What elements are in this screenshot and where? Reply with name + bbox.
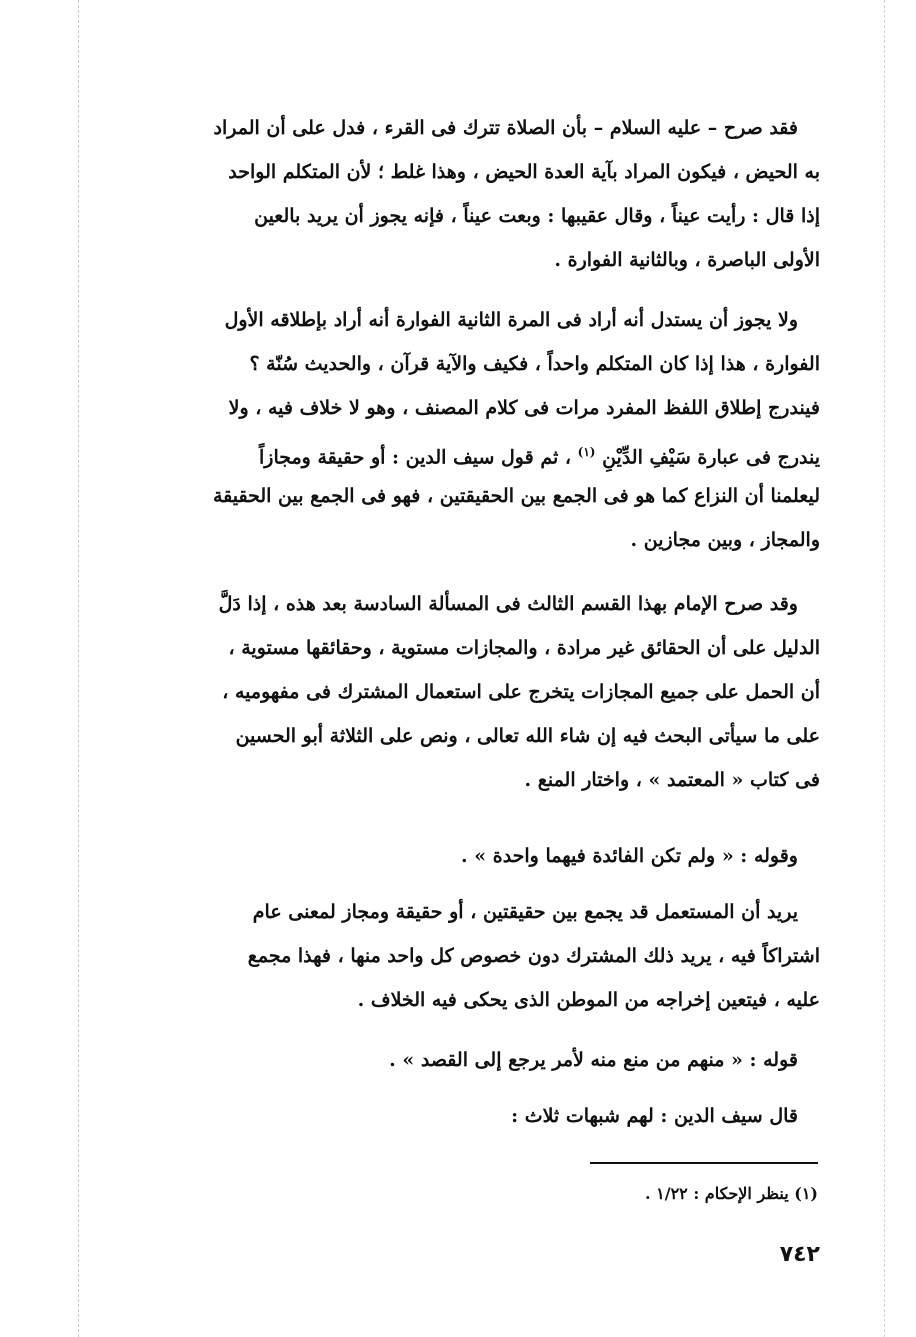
footnote-reference: (١)	[577, 445, 596, 459]
text-line: يريد أن المستعمل قد يجمع بين حقيقتين ، أو حقيقة ومجاز لمعنى عام	[252, 901, 798, 923]
paragraph-4	[100, 834, 820, 878]
text-line: فقد صرح – عليه السلام – بأن الصلاة تترك فى القرء ، فدل على أن المراد	[213, 117, 798, 139]
text-segment: يندرج فى عبارة سَيْفِ الدِّيْنِ	[602, 446, 820, 469]
text-line: والمجاز ، وبين مجازين .	[630, 529, 820, 551]
text-line-with-footnote	[100, 430, 820, 474]
text-line: على ما سيأتى البحث فيه إن شاء الله تعالى ، ونص على الثلاثة أبو الحسين	[235, 725, 820, 747]
paragraph-6	[100, 1038, 820, 1082]
text-line: به الحيض ، فيكون المراد بآية العدة الحيض ، وهذا غلط ؛ لأن المتكلم الواحد	[228, 161, 820, 183]
text-line: أن الحمل على جميع المجازات يتخرج على استعمال المشترك فى مفهوميه ،	[222, 681, 820, 703]
text-line: ليعلمنا أن النزاع كما هو فى الجمع بين الحقيقتين ، فهو فى الجمع بين الحقيقة	[212, 485, 820, 507]
text-line: الفوارة ، هذا إذا كان المتكلم واحداً ، فكيف والآية قرآن ، والحديث سُنّة ؟	[249, 353, 820, 375]
text-line: قال سيف الدين : لهم شبهات ثلاث :	[511, 1105, 798, 1127]
text-line: اشتراكاً فيه ، يريد ذلك المشترك دون خصوص كل واحد منها ، فهذا مجمع	[247, 945, 820, 967]
text-line: فيندرج إطلاق اللفظ المفرد مرات فى كلام المصنف ، وهو لا خلاف فيه ، ولا	[228, 397, 820, 419]
scan-edge-right	[884, 0, 885, 1337]
text-line: الدليل على أن الحقائق غير مرادة ، والمجازات مستوية ، وحقائقها مستوية ،	[228, 637, 820, 659]
text-segment: ، ثم قول سيف الدين : أو حقيقة ومجازاً	[258, 446, 571, 469]
paragraph-2	[100, 298, 820, 562]
text-line: وقوله : « ولم تكن الفائدة فيهما واحدة » .	[461, 845, 798, 867]
paragraph-3	[100, 582, 820, 802]
paragraph-5	[100, 890, 820, 1022]
text-line: عليه ، فيتعين إخراجه من الموطن الذى يحكى فيه الخلاف .	[357, 989, 820, 1011]
text-line: الأولى الباصرة ، وبالثانية الفوارة .	[554, 249, 820, 271]
paragraph-1	[100, 106, 820, 282]
page-number: ٧٤٢	[779, 1242, 820, 1267]
text-line: إذا قال : رأيت عيناً ، وقال عقيبها : وبعت عيناً ، فإنه يجوز أن يريد بالعين	[254, 205, 820, 227]
text-line: فى كتاب « المعتمد » ، واختار المنع .	[524, 769, 820, 791]
paragraph-7	[100, 1094, 820, 1138]
footnote: (١) ينظر الإحكام : ١/٢٢ .	[644, 1184, 818, 1203]
footnote-divider	[590, 1162, 818, 1164]
text-line: وقد صرح الإمام بهذا القسم الثالث فى المسألة السادسة بعد هذه ، إذا دَلَّ	[218, 593, 798, 615]
text-line: قوله : « منهم من منع منه لأمر يرجع إلى القصد » .	[389, 1049, 798, 1071]
text-line: ولا يجوز أن يستدل أنه أراد فى المرة الثانية الفوارة أنه أراد بإطلاقه الأول	[224, 309, 798, 331]
scan-edge-left	[78, 0, 79, 1337]
